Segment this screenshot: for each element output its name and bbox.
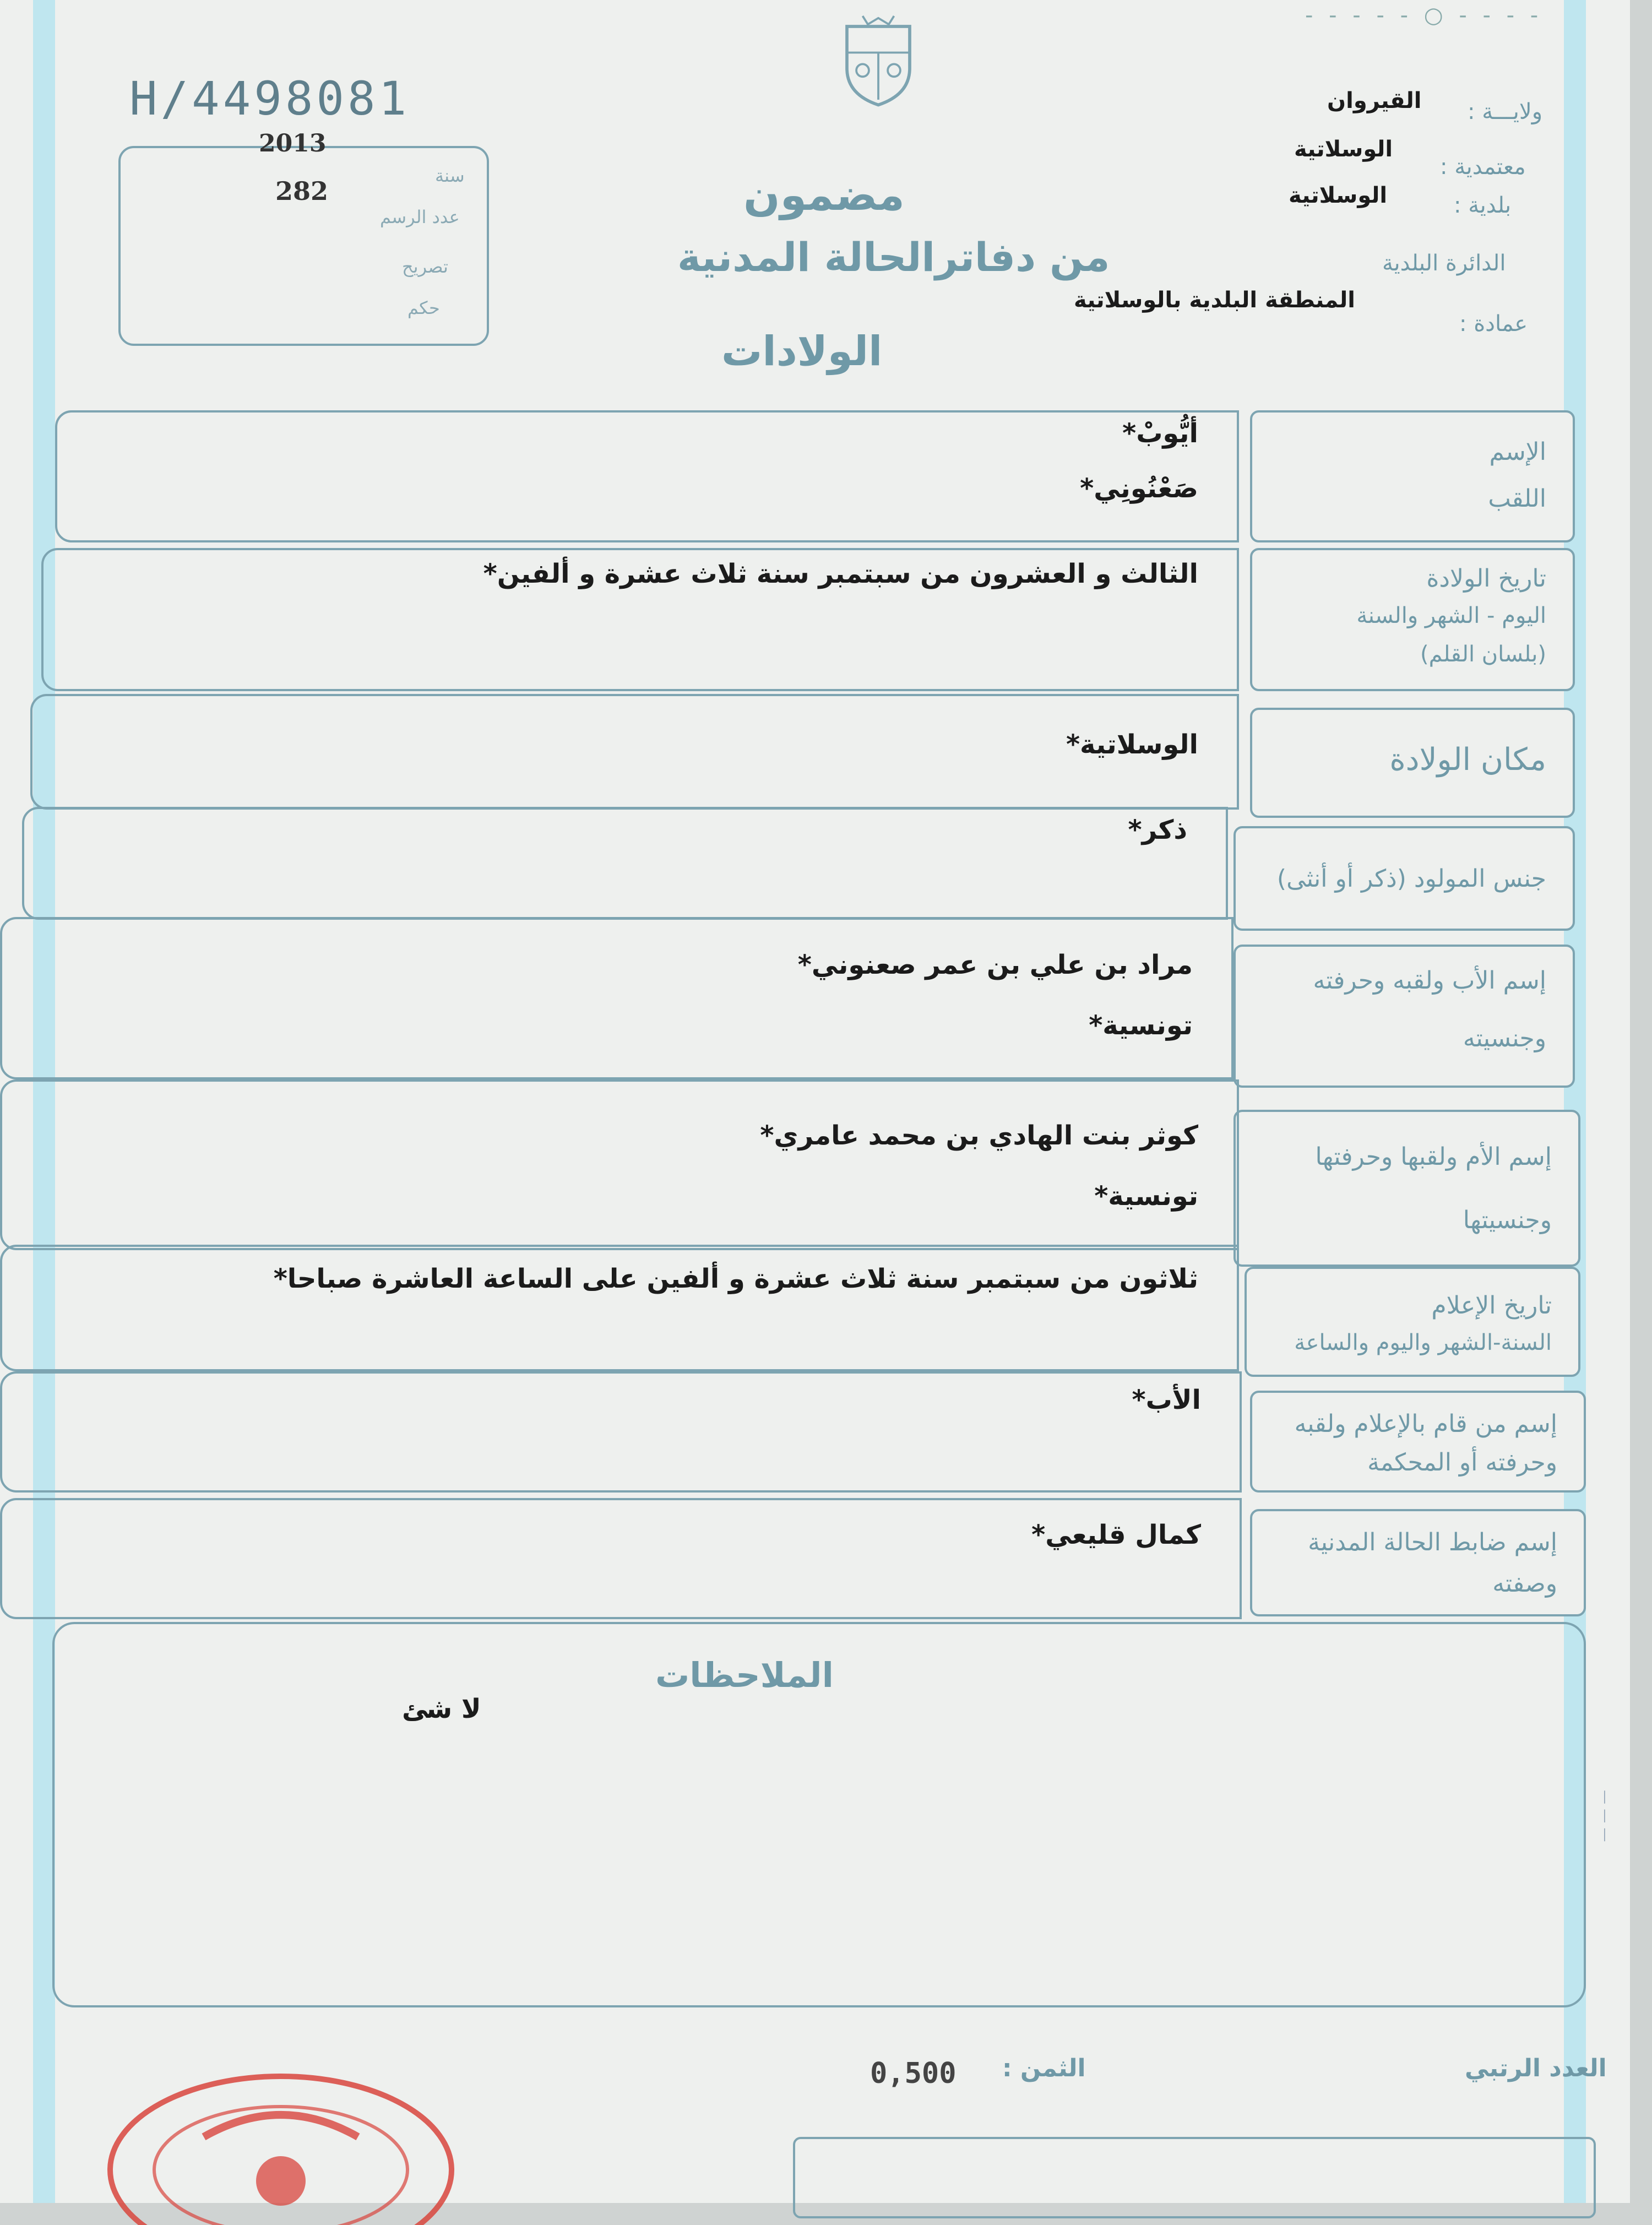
price-value: 0,500 xyxy=(870,2057,957,2090)
label-birth-date-note: (بلسان القلم) xyxy=(1420,642,1546,667)
label-father: إسم الأب ولقبه وحرفته xyxy=(1313,967,1546,995)
mootamadia-value: الوسلاتية xyxy=(1294,137,1393,162)
notes-title: الملاحظات xyxy=(655,1655,834,1695)
notes-value: لا شئ xyxy=(402,1694,481,1724)
value-cell-birth-place xyxy=(30,694,1239,810)
label-cell-sex xyxy=(1233,826,1575,931)
value-surname: صَعْنُونِي* xyxy=(1080,473,1198,504)
register-label-declaration: تصريح xyxy=(402,256,448,277)
document-subtitle: من دفاترالحالة المدنية xyxy=(677,234,1110,280)
printer-mark: — — — xyxy=(1597,1790,1613,1842)
circle-label: الدائرة البلدية xyxy=(1382,251,1506,276)
label-father-nationality: وجنسيته xyxy=(1463,1024,1546,1052)
value-cell-mother xyxy=(0,1079,1239,1250)
label-cell-declarant xyxy=(1250,1391,1586,1493)
wilaya-value: القيروان xyxy=(1327,88,1422,113)
baladia-label: بلدية : xyxy=(1454,193,1512,218)
value-officer: كمال قليعي* xyxy=(1031,1519,1201,1550)
official-stamp-icon xyxy=(83,2043,468,2225)
label-surname: اللقب xyxy=(1488,485,1546,513)
label-declarant-detail: وحرفته أو المحكمة xyxy=(1367,1448,1557,1477)
serial-number: H/4498081 xyxy=(129,72,410,126)
price-label: الثمن : xyxy=(1002,2054,1086,2082)
document-title: مضمون xyxy=(743,171,905,220)
label-officer: إسم ضابط الحالة المدنية xyxy=(1308,1528,1557,1556)
mootamadia-label: معتمدية : xyxy=(1440,154,1526,180)
value-father-nationality: تونسية* xyxy=(1089,1010,1193,1041)
value-cell-declarant xyxy=(0,1371,1242,1493)
label-cell-birth-date xyxy=(1250,548,1575,691)
label-cell-officer xyxy=(1250,1509,1586,1616)
label-cell-father xyxy=(1233,945,1575,1088)
label-cell-declaration-date xyxy=(1245,1267,1580,1377)
label-mother: إسم الأم ولقبها وحرفتها xyxy=(1315,1143,1552,1171)
value-declarant: الأب* xyxy=(1132,1385,1201,1415)
label-cell-birth-place xyxy=(1250,708,1575,818)
value-declaration-date: ثلاثون من سبتمبر سنة ثلاث عشرة و ألفين على الساعة العاشرة صباحا* xyxy=(273,1263,1198,1294)
label-birth-date-detail: اليوم - الشهر والسنة xyxy=(1356,603,1546,628)
label-birth-place: مكان الولادة xyxy=(1389,742,1546,778)
label-first-name: الإسم xyxy=(1489,438,1546,466)
register-label-judgment: حكم xyxy=(407,297,440,318)
value-mother-nationality: تونسية* xyxy=(1094,1181,1198,1212)
value-cell-birth-date xyxy=(41,548,1239,691)
value-sex: ذكر* xyxy=(1128,815,1187,845)
register-number: 282 xyxy=(275,176,329,206)
wilaya-label: ولايـــة : xyxy=(1468,99,1543,124)
omada-label: عمادة : xyxy=(1459,311,1528,337)
footer-note-box xyxy=(793,2137,1596,2218)
label-sex: جنس المولود (ذكر أو أنثى) xyxy=(1276,865,1546,893)
baladia-value: الوسلاتية xyxy=(1289,183,1388,208)
register-year: 2013 xyxy=(259,129,327,158)
label-officer-role: وصفته xyxy=(1492,1570,1557,1598)
tunisia-emblem-icon xyxy=(826,6,931,110)
circle-value: المنطقة البلدية بالوسلاتية xyxy=(1074,287,1355,313)
label-declaration-date: تاريخ الإعلام xyxy=(1431,1291,1552,1320)
value-first-name: أيُّوبْ* xyxy=(1122,418,1198,449)
decorative-dots: - - - - - ○ - - - - xyxy=(1305,3,1543,28)
label-cell-mother xyxy=(1233,1110,1580,1267)
value-cell-name xyxy=(55,410,1239,542)
value-birth-date: الثالث و العشرون من سبتمبر سنة ثلاث عشرة و ألفين* xyxy=(483,558,1198,589)
label-cell-name xyxy=(1250,410,1575,542)
value-cell-sex xyxy=(22,807,1228,920)
value-cell-officer xyxy=(0,1498,1242,1619)
value-cell-father xyxy=(0,917,1233,1079)
value-cell-declaration-date xyxy=(0,1245,1239,1371)
label-birth-date: تاريخ الولادة xyxy=(1426,565,1546,593)
label-mother-nationality: وجنسيتها xyxy=(1463,1206,1552,1234)
value-mother: كوثر بنت الهادي بن محمد عامري* xyxy=(760,1120,1198,1151)
register-label-year: سنة xyxy=(435,165,465,186)
serial-number-label: العدد الرتبي xyxy=(1465,2054,1607,2082)
value-birth-place: الوسلاتية* xyxy=(1066,729,1198,760)
section-title: الولادات xyxy=(721,328,883,375)
register-label-number: عدد الرسم xyxy=(380,207,460,227)
label-declaration-date-detail: السنة-الشهر واليوم والساعة xyxy=(1294,1330,1552,1355)
label-declarant: إسم من قام بالإعلام ولقبه xyxy=(1294,1410,1557,1438)
value-father: مراد بن علي بن عمر صعنوني* xyxy=(797,949,1193,980)
